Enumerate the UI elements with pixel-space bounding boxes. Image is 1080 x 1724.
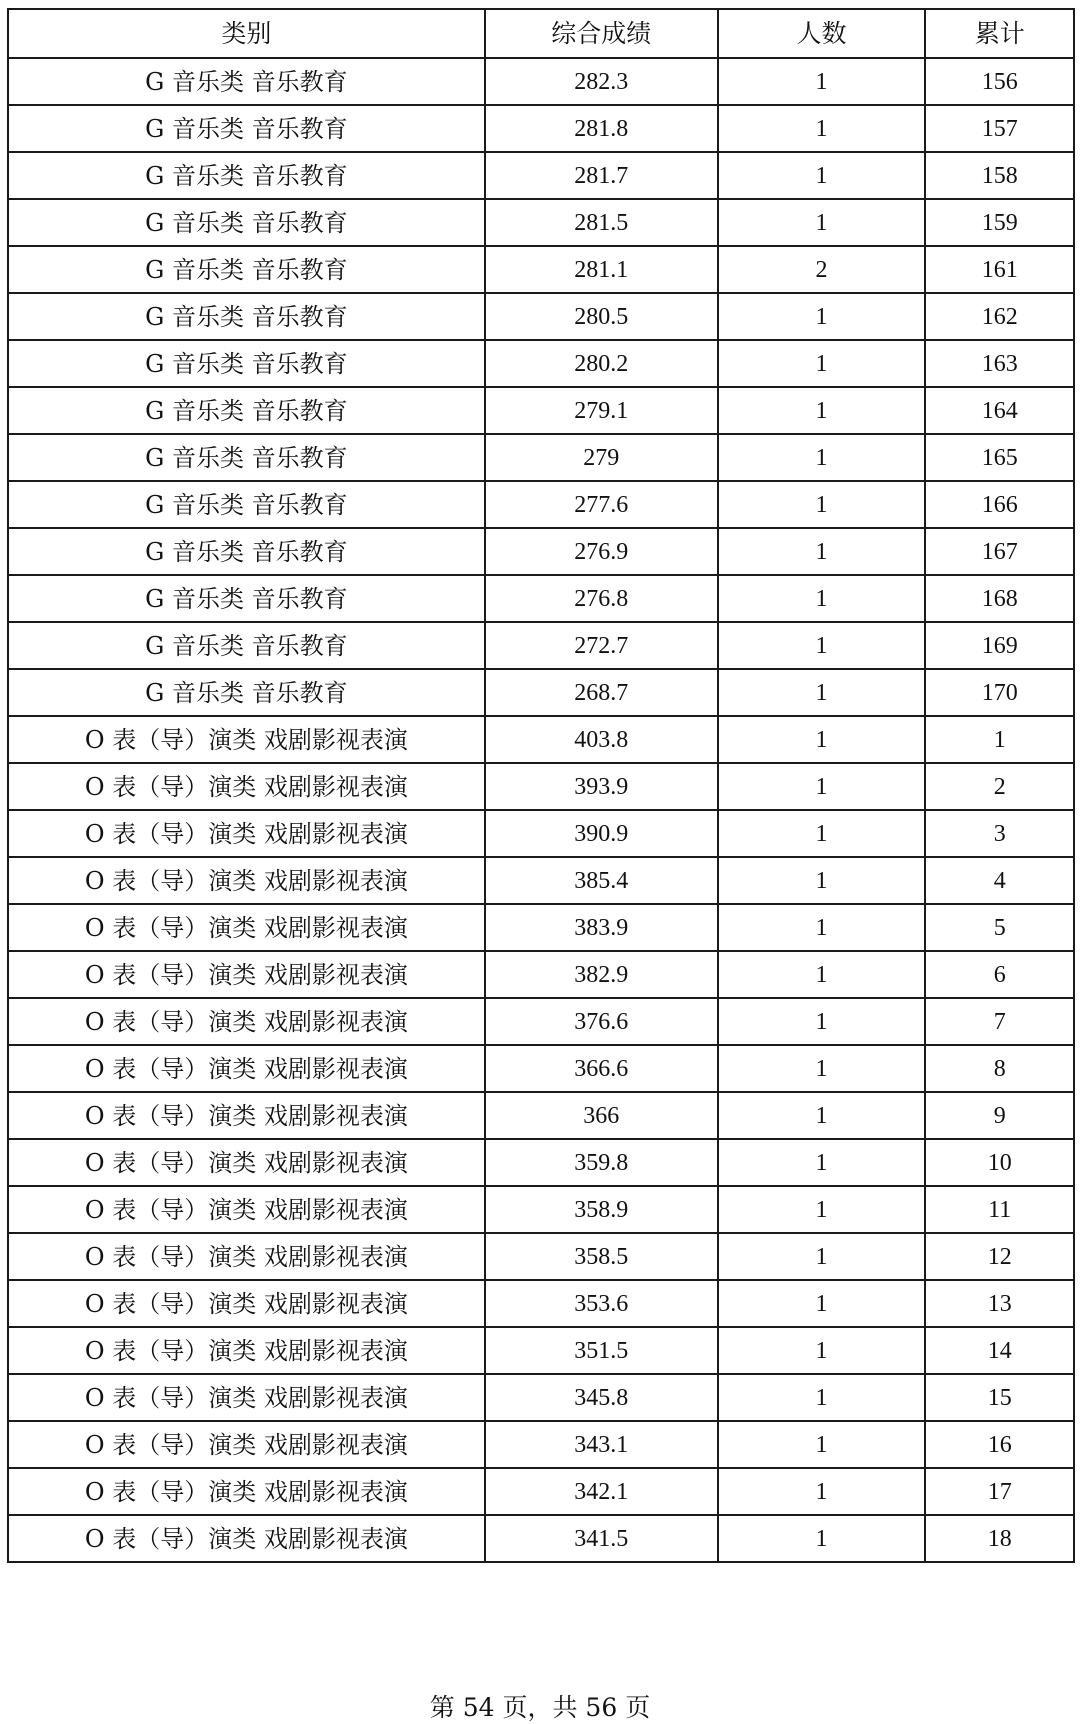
cell-score: 358.9 [485, 1186, 718, 1233]
cell-score: 393.9 [485, 763, 718, 810]
cell-cumulative: 156 [925, 58, 1074, 105]
cell-cumulative: 157 [925, 105, 1074, 152]
cell-category: O 表（导）演类 戏剧影视表演 [8, 998, 485, 1045]
cell-score: 268.7 [485, 669, 718, 716]
table-row [8, 998, 1074, 1045]
cell-score: 280.5 [485, 293, 718, 340]
table-row [8, 434, 1074, 481]
cell-score: 280.2 [485, 340, 718, 387]
cell-cumulative: 6 [925, 951, 1074, 998]
cell-count: 1 [718, 1139, 926, 1186]
table-row [8, 1045, 1074, 1092]
table-row [8, 1327, 1074, 1374]
cell-cumulative: 167 [925, 528, 1074, 575]
cell-count: 1 [718, 669, 926, 716]
cell-score: 282.3 [485, 58, 718, 105]
table-body [8, 58, 1074, 1562]
table-row [8, 1186, 1074, 1233]
cell-category: O 表（导）演类 戏剧影视表演 [8, 904, 485, 951]
cell-count: 1 [718, 58, 926, 105]
cell-cumulative: 15 [925, 1374, 1074, 1421]
cell-count: 1 [718, 904, 926, 951]
cell-count: 1 [718, 199, 926, 246]
cell-cumulative: 170 [925, 669, 1074, 716]
cell-category: O 表（导）演类 戏剧影视表演 [8, 1233, 485, 1280]
cell-category: G 音乐类 音乐教育 [8, 669, 485, 716]
cell-category: G 音乐类 音乐教育 [8, 387, 485, 434]
cell-score: 277.6 [485, 481, 718, 528]
cell-count: 1 [718, 575, 926, 622]
cell-count: 1 [718, 1421, 926, 1468]
cell-count: 1 [718, 810, 926, 857]
table-row [8, 622, 1074, 669]
cell-count: 1 [718, 1327, 926, 1374]
cell-score: 345.8 [485, 1374, 718, 1421]
cell-score: 342.1 [485, 1468, 718, 1515]
cell-cumulative: 10 [925, 1139, 1074, 1186]
cell-count: 1 [718, 1374, 926, 1421]
cell-score: 281.1 [485, 246, 718, 293]
table-row [8, 199, 1074, 246]
cell-category: G 音乐类 音乐教育 [8, 105, 485, 152]
table-row [8, 1374, 1074, 1421]
table-row [8, 763, 1074, 810]
table-row [8, 951, 1074, 998]
cell-count: 1 [718, 622, 926, 669]
table-row [8, 481, 1074, 528]
cell-cumulative: 4 [925, 857, 1074, 904]
cell-cumulative: 158 [925, 152, 1074, 199]
cell-score: 403.8 [485, 716, 718, 763]
cell-category: O 表（导）演类 戏剧影视表演 [8, 1092, 485, 1139]
cell-score: 341.5 [485, 1515, 718, 1562]
cell-score: 383.9 [485, 904, 718, 951]
table-row [8, 1468, 1074, 1515]
cell-category: O 表（导）演类 戏剧影视表演 [8, 810, 485, 857]
cell-category: O 表（导）演类 戏剧影视表演 [8, 1186, 485, 1233]
cell-score: 279.1 [485, 387, 718, 434]
cell-category: G 音乐类 音乐教育 [8, 434, 485, 481]
cell-category: O 表（导）演类 戏剧影视表演 [8, 1374, 485, 1421]
cell-score: 385.4 [485, 857, 718, 904]
cell-cumulative: 168 [925, 575, 1074, 622]
table-row [8, 1421, 1074, 1468]
cell-category: G 音乐类 音乐教育 [8, 58, 485, 105]
cell-count: 1 [718, 951, 926, 998]
cell-count: 1 [718, 293, 926, 340]
cell-cumulative: 1 [925, 716, 1074, 763]
cell-count: 1 [718, 763, 926, 810]
header-cumulative: 累计 [925, 9, 1074, 58]
cell-score: 366.6 [485, 1045, 718, 1092]
cell-count: 1 [718, 481, 926, 528]
cell-score: 281.5 [485, 199, 718, 246]
cell-cumulative: 9 [925, 1092, 1074, 1139]
cell-score: 351.5 [485, 1327, 718, 1374]
table-row [8, 293, 1074, 340]
table-row [8, 152, 1074, 199]
score-table [7, 8, 1075, 1563]
cell-cumulative: 159 [925, 199, 1074, 246]
header-category: 类别 [8, 9, 485, 58]
cell-category: O 表（导）演类 戏剧影视表演 [8, 1280, 485, 1327]
cell-cumulative: 8 [925, 1045, 1074, 1092]
cell-cumulative: 2 [925, 763, 1074, 810]
cell-cumulative: 7 [925, 998, 1074, 1045]
cell-category: G 音乐类 音乐教育 [8, 622, 485, 669]
cell-count: 1 [718, 1233, 926, 1280]
cell-category: O 表（导）演类 戏剧影视表演 [8, 1327, 485, 1374]
cell-count: 1 [718, 1468, 926, 1515]
cell-category: O 表（导）演类 戏剧影视表演 [8, 1468, 485, 1515]
cell-count: 1 [718, 1186, 926, 1233]
cell-cumulative: 18 [925, 1515, 1074, 1562]
table-row [8, 575, 1074, 622]
cell-score: 281.8 [485, 105, 718, 152]
table-row [8, 857, 1074, 904]
cell-score: 358.5 [485, 1233, 718, 1280]
cell-cumulative: 163 [925, 340, 1074, 387]
table-row [8, 810, 1074, 857]
cell-count: 1 [718, 434, 926, 481]
cell-score: 390.9 [485, 810, 718, 857]
cell-category: G 音乐类 音乐教育 [8, 528, 485, 575]
table-row [8, 528, 1074, 575]
page-number: 第 54 页，共 56 页 [429, 1693, 651, 1722]
cell-count: 1 [718, 1280, 926, 1327]
header-count: 人数 [718, 9, 926, 58]
cell-cumulative: 169 [925, 622, 1074, 669]
table-header [8, 9, 1074, 58]
cell-category: O 表（导）演类 戏剧影视表演 [8, 1139, 485, 1186]
cell-cumulative: 162 [925, 293, 1074, 340]
cell-cumulative: 165 [925, 434, 1074, 481]
cell-category: G 音乐类 音乐教育 [8, 152, 485, 199]
cell-count: 2 [718, 246, 926, 293]
cell-count: 1 [718, 340, 926, 387]
cell-count: 1 [718, 387, 926, 434]
cell-score: 376.6 [485, 998, 718, 1045]
header-score: 综合成绩 [485, 9, 718, 58]
cell-category: O 表（导）演类 戏剧影视表演 [8, 1045, 485, 1092]
cell-score: 279 [485, 434, 718, 481]
cell-score: 272.7 [485, 622, 718, 669]
table-row [8, 904, 1074, 951]
cell-category: G 音乐类 音乐教育 [8, 575, 485, 622]
cell-category: O 表（导）演类 戏剧影视表演 [8, 1421, 485, 1468]
cell-score: 281.7 [485, 152, 718, 199]
cell-cumulative: 11 [925, 1186, 1074, 1233]
cell-category: G 音乐类 音乐教育 [8, 481, 485, 528]
cell-cumulative: 3 [925, 810, 1074, 857]
cell-cumulative: 17 [925, 1468, 1074, 1515]
table-row [8, 1280, 1074, 1327]
cell-cumulative: 13 [925, 1280, 1074, 1327]
cell-score: 359.8 [485, 1139, 718, 1186]
table-row [8, 1233, 1074, 1280]
cell-count: 1 [718, 152, 926, 199]
cell-score: 382.9 [485, 951, 718, 998]
cell-score: 343.1 [485, 1421, 718, 1468]
cell-category: O 表（导）演类 戏剧影视表演 [8, 1515, 485, 1562]
table-row [8, 716, 1074, 763]
cell-score: 276.9 [485, 528, 718, 575]
cell-cumulative: 164 [925, 387, 1074, 434]
cell-count: 1 [718, 1092, 926, 1139]
cell-category: O 表（导）演类 戏剧影视表演 [8, 763, 485, 810]
table-row [8, 387, 1074, 434]
cell-cumulative: 14 [925, 1327, 1074, 1374]
table-row [8, 58, 1074, 105]
cell-cumulative: 5 [925, 904, 1074, 951]
cell-count: 1 [718, 1045, 926, 1092]
table-row [8, 1139, 1074, 1186]
cell-cumulative: 16 [925, 1421, 1074, 1468]
cell-count: 1 [718, 998, 926, 1045]
table-row [8, 340, 1074, 387]
cell-score: 353.6 [485, 1280, 718, 1327]
cell-count: 1 [718, 857, 926, 904]
cell-count: 1 [718, 528, 926, 575]
table-row [8, 669, 1074, 716]
cell-category: G 音乐类 音乐教育 [8, 293, 485, 340]
cell-count: 1 [718, 105, 926, 152]
table-row [8, 105, 1074, 152]
cell-category: O 表（导）演类 戏剧影视表演 [8, 716, 485, 763]
table-row [8, 1515, 1074, 1562]
table-row [8, 1092, 1074, 1139]
cell-score: 366 [485, 1092, 718, 1139]
table-row [8, 246, 1074, 293]
cell-category: O 表（导）演类 戏剧影视表演 [8, 951, 485, 998]
cell-category: O 表（导）演类 戏剧影视表演 [8, 857, 485, 904]
cell-count: 1 [718, 1515, 926, 1562]
cell-category: G 音乐类 音乐教育 [8, 199, 485, 246]
cell-cumulative: 12 [925, 1233, 1074, 1280]
cell-score: 276.8 [485, 575, 718, 622]
cell-count: 1 [718, 716, 926, 763]
cell-category: G 音乐类 音乐教育 [8, 246, 485, 293]
cell-cumulative: 166 [925, 481, 1074, 528]
cell-cumulative: 161 [925, 246, 1074, 293]
header-row [8, 9, 1074, 58]
cell-category: G 音乐类 音乐教育 [8, 340, 485, 387]
